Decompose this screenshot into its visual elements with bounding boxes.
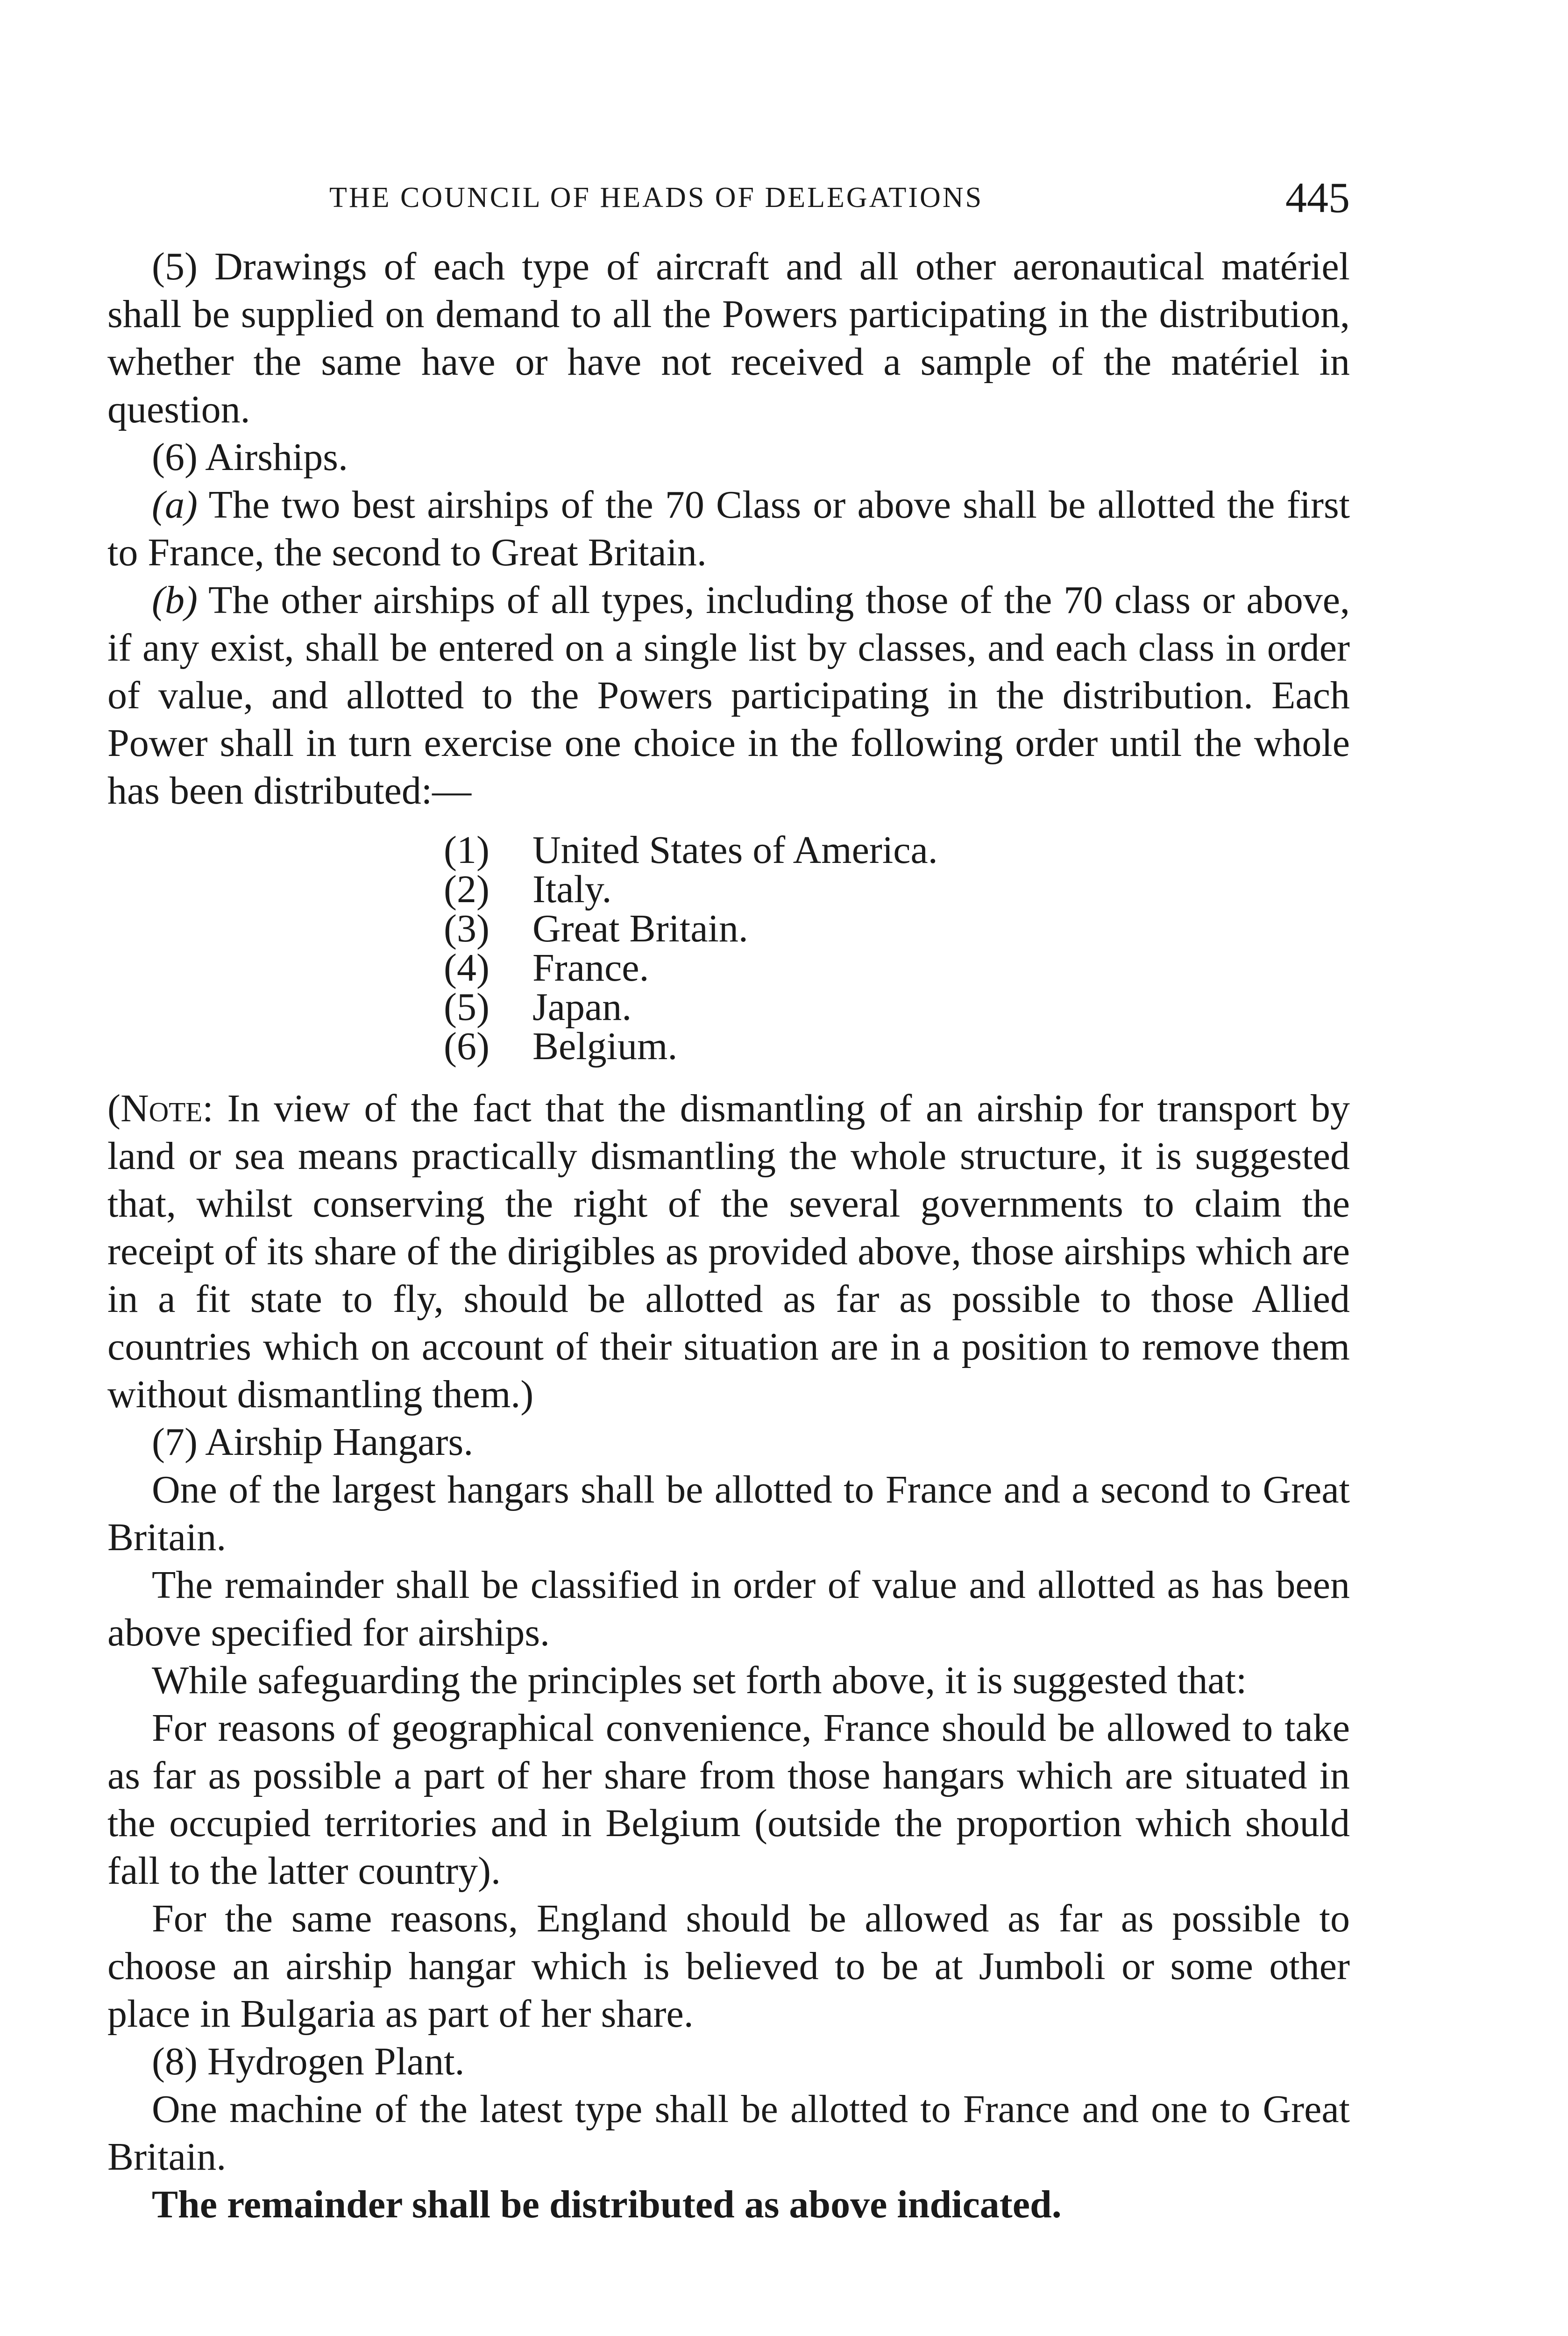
marker-6a: (a)	[152, 483, 198, 527]
note-open-paren: (	[107, 1087, 121, 1130]
paragraph-6a	[107, 481, 1350, 577]
list-item	[444, 1027, 1568, 1066]
paragraph-7-1: One of the largest hangars shall be allotted to France and a second to Great Britain.	[107, 1468, 1350, 1559]
list-item-number: (4)	[444, 946, 490, 990]
list-item	[444, 828, 1568, 872]
list-item-name: France.	[532, 946, 649, 990]
paragraph-7-2: The remainder shall be classified in order of value and allotted as has been above specified for airships.	[107, 1563, 1350, 1654]
list-item-name: United States of America.	[532, 828, 938, 872]
list-item-name: Great Britain.	[532, 907, 748, 950]
list-item-number: (2)	[444, 868, 490, 911]
paragraph-6a-text: The two best airships of the 70 Class or above shall be allotted the first to France, the second to Great Britain.	[107, 483, 1350, 574]
list-item-number: (5)	[444, 985, 490, 1029]
note-text: : In view of the fact that the dismantling of an airship for transport by land or sea means practically dismantling the whole structure, it is suggested that, whilst conserving the right of the several governments to claim the receipt of its share of the dirigibles as provided above, those airships which are in a fit state to fly, should be allotted as far as possible to those Allied countries which on account of their situation are in a position to remove them without dismantling them.)	[107, 1087, 1350, 1416]
list-item	[444, 870, 1568, 909]
list-item-name: Belgium.	[532, 1025, 678, 1068]
note-label: Note	[120, 1087, 203, 1130]
heading-8-hydrogen-plant: (8) Hydrogen Plant.	[152, 2040, 465, 2083]
list-item-number: (6)	[444, 1025, 490, 1068]
list-item-number: (3)	[444, 907, 490, 950]
list-item-name: Italy.	[532, 868, 612, 911]
running-title: THE COUNCIL OF HEADS OF DELEGATIONS	[329, 182, 984, 214]
list-item	[444, 909, 1568, 948]
page-number: 445	[1285, 174, 1350, 221]
paragraph-5-drawings: (5) Drawings of each type of aircraft and all other aeronautical matériel shall be supplied on demand to all the Powers participating in the distribution, whether the same have or have not received a sample of the matériel in question.	[107, 245, 1350, 431]
heading-7-airship-hangars: (7) Airship Hangars.	[152, 1420, 474, 1464]
paragraph-6b-text: The other airships of all types, including those of the 70 class or above, if any exist, shall be entered on a single list by classes, and each class in order of value, and allotted to the Powers participating in the distribution. Each Power shall in turn exercise one choice in the following order until the whole has been distributed:—	[107, 578, 1350, 812]
running-head	[107, 173, 1350, 224]
paragraph-7-3: While safeguarding the principles set forth above, it is suggested that:	[152, 1659, 1247, 1702]
paragraph-7-5: For the same reasons, England should be allowed as far as possible to choose an airship hangar which is believed to be at Jumboli or some other place in Bulgaria as part of her share.	[107, 1897, 1350, 2036]
marker-6b: (b)	[152, 578, 198, 622]
note-paragraph	[107, 1085, 1350, 1418]
distribution-order-list	[444, 828, 1568, 1068]
list-item-number: (1)	[444, 828, 490, 872]
document-page	[107, 173, 1350, 2229]
paragraph-6b	[107, 577, 1350, 815]
heading-6-airships: (6) Airships.	[152, 435, 348, 479]
paragraph-8-1: One machine of the latest type shall be allotted to France and one to Great Britain.	[107, 2087, 1350, 2179]
paragraph-8-2: The remainder shall be distributed as above indicated.	[152, 2183, 1062, 2226]
list-item-name: Japan.	[532, 985, 632, 1029]
list-item	[444, 985, 1568, 1029]
paragraph-7-4: For reasons of geographical convenience, France should be allowed to take as far as possible a part of her share from those hangars which are situated in the occupied territories and in Belgium (outside the proportion which should fall to the latter country).	[107, 1706, 1350, 1893]
list-item	[444, 948, 1568, 988]
